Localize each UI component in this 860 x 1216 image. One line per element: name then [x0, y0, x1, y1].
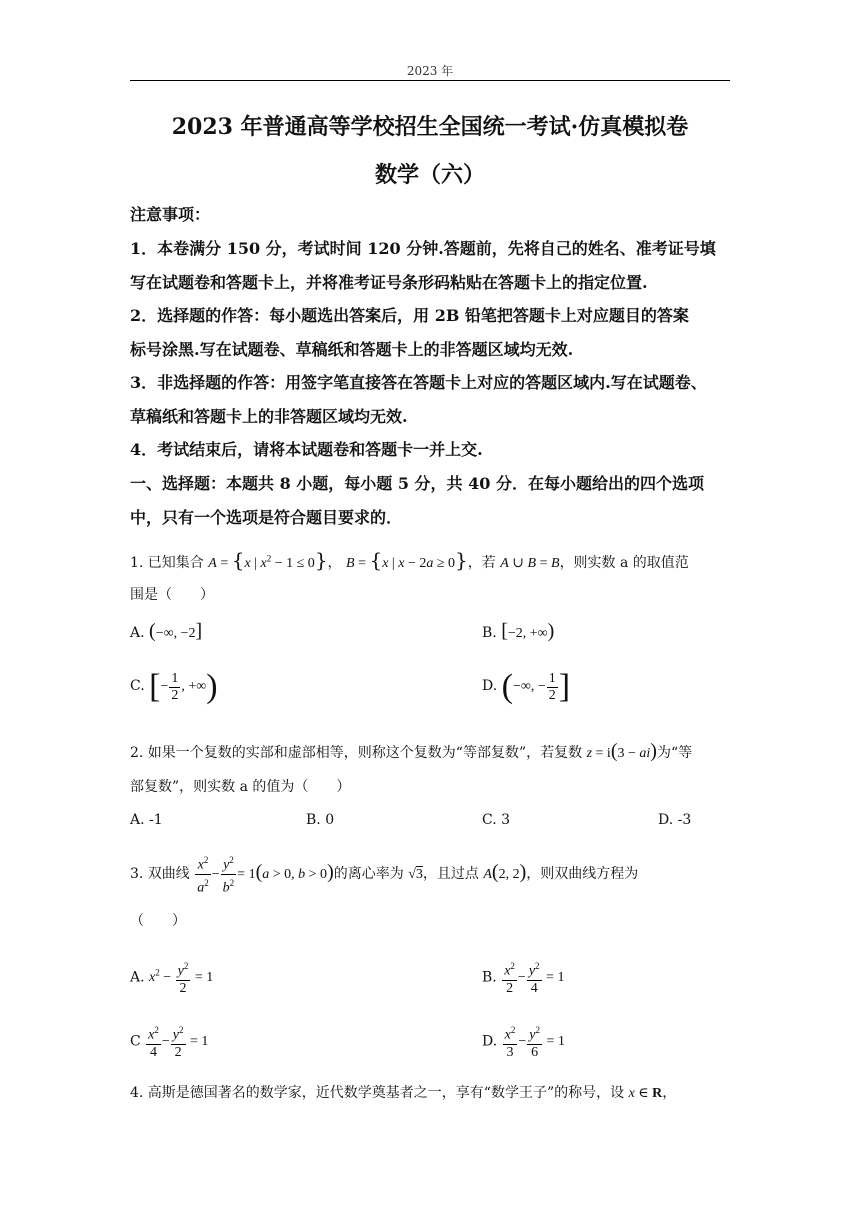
q1-separator: ， [327, 555, 342, 571]
set-a-expression: A = {x | $x^2 - 1 \le 0$} [208, 548, 328, 572]
q1-condition-label: ，若 [467, 555, 496, 571]
q2-suffix: 为“等 [656, 745, 693, 761]
notice-item1-line1: 1．本卷满分 150 分，考试时间 120 分钟.答题前，先将自己的姓名、准考证号填 [130, 239, 716, 258]
question-4: 4. 高斯是德国著名的数学家，近代数学奠基者之一，享有“数学王子”的称号，设 x ∈ R， [130, 1085, 677, 1101]
q3-suffix: ，则双曲线方程为 [526, 866, 639, 883]
q2-option-a[interactable]: A. -1 [130, 812, 163, 828]
point-a: A(2, 2) [483, 861, 527, 884]
x-in-reals: x ∈ R [628, 1086, 663, 1101]
q4-text: 4. 高斯是德国著名的数学家，近代数学奠基者之一，享有“数学王子”的称号，设 [130, 1085, 625, 1101]
header-rule [130, 80, 730, 81]
q1-option-a[interactable]: A. (−∞, −2] [130, 620, 203, 642]
q3-option-c[interactable]: C $\frac{x^2}{4}$ − $\frac{y^2}{2}$ = 1 [130, 1022, 208, 1061]
q3-option-d[interactable]: D. $\frac{x^2}{3}$ − $\frac{y^2}{6}$ = 1 [482, 1022, 565, 1061]
q1-option-d[interactable]: D. (−∞, − $\frac{1}{2}$ ] [482, 668, 571, 705]
notice-item3-line1: 3．非选择题的作答：用签字笔直接答在答题卡上对应的答题区域内.写在试题卷、 [130, 373, 707, 392]
q2-line2: 部复数”，则实数 a 的值为（ ） [130, 779, 351, 795]
page-header: 2023 年 [406, 64, 454, 78]
notice-heading: 注意事项： [130, 205, 211, 224]
complex-z-expression: z = i(3 − ai) [586, 740, 657, 762]
section1-line2: 中，只有一个选项是符合题目要求的． [130, 508, 403, 527]
q3-mid1: 的离心率为 [333, 866, 404, 883]
q2-option-b[interactable]: B. 0 [306, 812, 335, 828]
set-b-expression: B = {x | x − 2a ≥ 0} [346, 548, 468, 572]
q1-option-b[interactable]: B. [−2, +∞) [482, 620, 555, 642]
notice-item1-line2: 写在试题卷和答题卡上，并将准考证号条形码粘贴在答题卡上的指定位置. [130, 273, 648, 292]
q3-option-b[interactable]: B. $\frac{x^2}{2}$ − $\frac{y^2}{4}$ = 1 [482, 958, 564, 997]
q3-mid2: ，且过点 [422, 866, 479, 883]
exam-subtitle: 数学（六） [374, 162, 485, 188]
question-2 [130, 740, 730, 763]
q1-suffix: ，则实数 a 的取值范 [559, 555, 689, 571]
q2-prefix: 2. 如果一个复数的实部和虚部相等，则称这个复数为“等部复数”，若复数 [130, 745, 583, 761]
section1-line1: 一、选择题：本题共 8 小题，每小题 5 分，共 40 分．在每小题给出的四个选项 [130, 474, 704, 493]
q3-option-a[interactable]: A. $x^2$ − $\frac{y^2}{2}$ = 1 [130, 958, 213, 997]
q1-prefix: 1. 已知集合 [130, 555, 204, 571]
notice-item3-line2: 草稿纸和答题卡上的非答题区域均无效. [130, 407, 408, 426]
q2-option-c[interactable]: C. 3 [482, 812, 511, 828]
notice-item2-line1: 2．选择题的作答：每小题选出答案后，用 2B 铅笔把答题卡上对应题目的答案 [130, 306, 689, 325]
sqrt3-value: √3 [408, 867, 423, 883]
q3-prefix: 3. 双曲线 [130, 866, 190, 883]
q2-option-d[interactable]: D. -3 [658, 812, 692, 828]
question-3 [130, 852, 730, 896]
q1-option-c[interactable]: C. [− $\frac{1}{2}$ , +∞) [130, 668, 218, 705]
q1-line2: 围是（ ） [130, 587, 214, 603]
exam-title: 2023 年普通高等学校招生全国统一考试·仿真模拟卷 [171, 114, 689, 140]
hyperbola-equation: $\frac{x^2}{a^2}$ − $\frac{y^2}{b^2}$ = 1(a > 0, b > 0) [194, 866, 333, 882]
question-1 [130, 548, 730, 572]
notice-item4: 4．考试结束后，请将本试题卷和答题卡一并上交. [130, 440, 483, 459]
union-condition: A ∪ B = B [500, 556, 560, 571]
q3-line2: （ ） [130, 913, 186, 929]
notice-item2-line2: 标号涂黑.写在试题卷、草稿纸和答题卡上的非答题区域均无效. [130, 340, 574, 359]
